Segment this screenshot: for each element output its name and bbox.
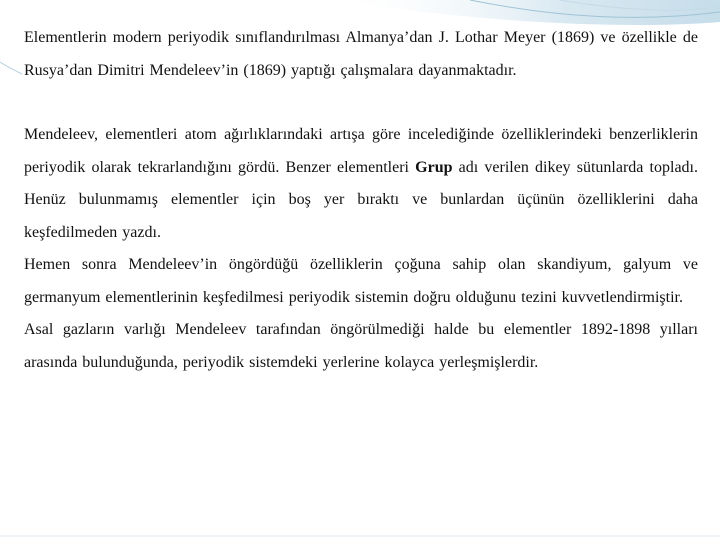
paragraph-discovered-elements: Hemen sonra Mendeleev’in öngördüğü özelliklerin çoğuna sahip olan skandiyum, galyum ve germanyum elementlerinin keşfedilmesi periyodik sistemin doğru olduğunu tezini kuvvetlendirmiştir. [24,256,698,306]
slide-text-body [24,22,698,379]
top-right-wave-line [470,0,720,17]
top-right-wave-line-2 [560,0,720,10]
paragraph-noble-gases: Asal gazların varlığı Mendeleev tarafından öngörülmediği halde bu elementler 1892-1898 yılları arasında bulunduğunda, periyodik sistemdeki yerlerine kolayca yerleşmişlerdir. [24,321,698,371]
paragraph-mendeleev-groups-part-1: Mendeleev, elementleri atom ağırlıklarındaki artışa göre incelediğinde özelliklerindeki benzerliklerin periyodik olarak tekrarlandığını gördü. Benzer elementleri [24,126,698,176]
grup-term: Grup [415,158,453,176]
paragraph-meyer-mendeleev: Elementlerin modern periyodik sınıflandırılması Almanya’dan J. Lothar Meyer (1869) ve özellikle de Rusya’dan Dimitri Mendeleev’in (1869) yaptığı çalışmalara dayanmaktadır. [24,29,698,79]
paragraph-spacer [24,87,698,119]
paragraph-mendeleev-groups-part-2: adı verilen dikey sütunlarda topladı. Henüz bulunmamış elementler için boş yer bıraktı ve bunlardan üçünün özelliklerini daha keşfedilmeden yazdı. [24,158,698,241]
paragraph-mendeleev-groups [24,119,698,249]
left-wave-line [0,62,22,74]
